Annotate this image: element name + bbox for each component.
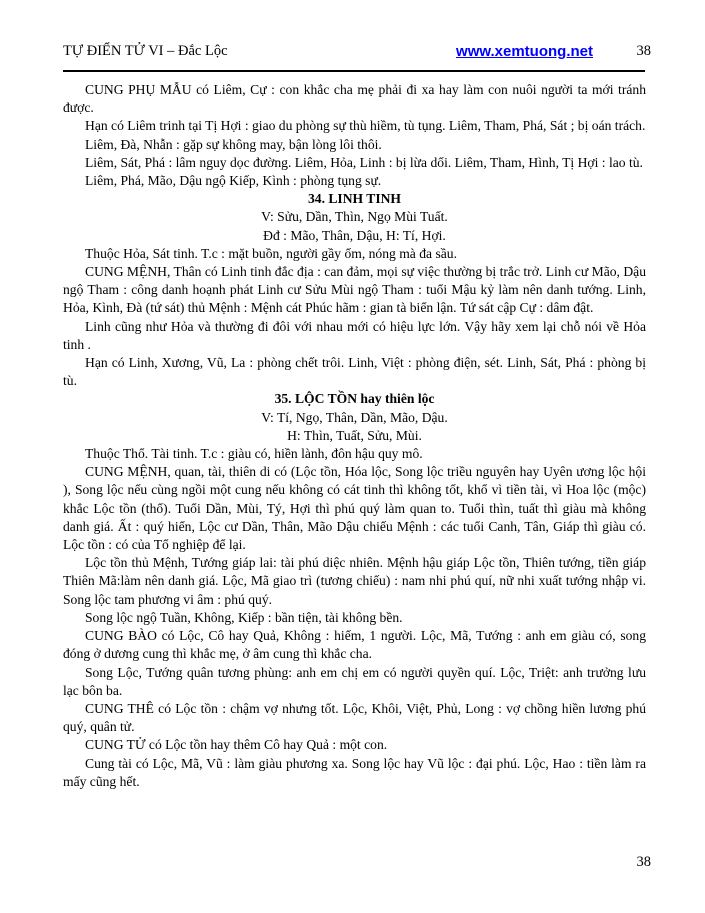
header-page-number: 38 <box>636 43 651 59</box>
paragraph: Lộc tồn thủ Mệnh, Tướng giáp lai: tài phú diệc nhiên. Mệnh hậu giáp Lộc tồn, Thiên tướng, tiền giáp Thiên Mã:làm nên danh giá. Lộc, Mã giao trì (tương chiếu) : nam nhi phú quí, nữ nhi xuất tướng nhập vi. Song lộc tam phương vi âm : phú quý. <box>63 555 646 607</box>
paragraph: Liêm, Đà, Nhẫn : gặp sự không may, bận lòng lôi thôi. <box>85 136 382 152</box>
centered-line: H: Thìn, Tuất, Sửu, Mùi. <box>287 427 422 443</box>
document-body <box>63 81 646 791</box>
paragraph: CUNG MỆNH, quan, tài, thiên di có (Lộc tồn, Hóa lộc, Song lộc triều nguyên hay Uyên ương lộc hội ), Song lộc nếu cùng ngồi một cung nếu không có cát tinh thì không tốt, khổ vì tiền tài, vì Hoa lộc (mộc) khắc Lộc tồn (thổ). Tuổi Dần, Mùi, Tý, Hợi thì phú quý làm quan to. Tuổi thìn, tuất thì giàu mà không danh giá. Ất : quý hiển, Lộc cư Dần, Thân, Mão Dậu chiếu Mệnh : các tuổi Canh, Tân, Giáp thì giàu có. Lộc tồn : có của Tổ nghiệp để lại. <box>63 464 646 553</box>
paragraph: Hạn có Liêm trinh tại Tị Hợi : giao du phòng sự thù hiềm, tù tụng. Liêm, Tham, Phá, Sát ; bị oán trách. <box>85 118 646 134</box>
centered-line: V: Tí, Ngọ, Thân, Dần, Mão, Dậu. <box>261 409 448 425</box>
paragraph: Song lộc ngộ Tuần, Không, Kiếp : bần tiện, tài không bền. <box>85 609 403 625</box>
paragraph: Cung tài có Lộc, Mã, Vũ : làm giàu phương xa. Song lộc hay Vũ lộc : đại phú. Lộc, Hao : tiền làm ra mấy cũng hết. <box>63 755 646 789</box>
paragraph: CUNG PHỤ MẪU có Liêm, Cự : con khắc cha mẹ phải đi xa hay làm con nuôi người ta mới tránh được. <box>63 82 646 116</box>
paragraph: Thuộc Hỏa, Sát tinh. T.c : mặt buồn, người gầy ốm, nóng mà đa sầu. <box>85 245 457 261</box>
paragraph: CUNG BÀO có Lộc, Cô hay Quả, Không : hiếm, 1 người. Lộc, Mã, Tướng : anh em giàu có, song đóng ở dương cung thì khắc mẹ, ở âm cung thì khắc cha. <box>63 628 646 662</box>
paragraph: CUNG TỬ có Lộc tồn hay thêm Cô hay Quả : một con. <box>85 737 388 753</box>
header-url-link[interactable]: www.xemtuong.net <box>456 43 593 60</box>
section-heading: 34. LINH TINH <box>307 191 402 207</box>
paragraph: Liêm, Phá, Mão, Dậu ngộ Kiếp, Kình : phòng tụng sự. <box>85 173 382 189</box>
paragraph: Song Lộc, Tướng quân tương phùng: anh em chị em có người quyền quí. Lộc, Triệt: anh trưởng lưu lạc bôn ba. <box>63 664 646 698</box>
paragraph: CUNG THÊ có Lộc tồn : chậm vợ nhưng tốt. Lộc, Khôi, Việt, Phủ, Long : vợ chồng hiền lương phú quý, quân tử. <box>63 700 646 735</box>
footer-page-number: 38 <box>636 854 651 870</box>
header-divider <box>63 70 645 72</box>
section-heading: 35. LỘC TỒN hay thiên lộc <box>274 391 435 407</box>
centered-line: Đđ : Mão, Thân, Dậu, H: Tí, Hợi. <box>263 227 446 243</box>
paragraph: CUNG MỆNH, Thân có Linh tinh đắc địa : can đảm, mọi sự việc thường bị trắc trở. Linh cư Mão, Dậu ngộ Tham : công danh hoạnh phát Linh cư Sửu Mùi ngộ Tham : tuổi Mậu kỷ làm nên danh tướng. Linh, Hỏa, Kình, Đà (tứ sát) thủ Mệnh : Mệnh cát Phúc hãm : gian tà biển lận. Tứ sát cập Cự : dâm đật. <box>63 264 646 316</box>
paragraph: Linh cũng như Hỏa và thường đi đôi với nhau mới có hiệu lực lớn. Vậy hãy xem lại chỗ nói về Hỏa tinh . <box>63 318 646 352</box>
paragraph: Thuộc Thổ. Tài tinh. T.c : giàu có, hiền lành, đôn hậu quy mô. <box>85 446 423 462</box>
header-title: TỰ ĐIỂN TỬ VI – Đắc Lộc <box>63 43 228 59</box>
paragraph: Liêm, Sát, Phá : lâm nguy dọc đường. Liêm, Hỏa, Linh : bị lừa dối. Liêm, Tham, Hình, Tị Hợi : lao tù. <box>85 154 643 170</box>
centered-line: V: Sửu, Dần, Thìn, Ngọ Mùi Tuất. <box>261 209 448 225</box>
paragraph: Hạn có Linh, Xương, Vũ, La : phòng chết trôi. Linh, Việt : phòng điện, sét. Linh, Sát, Phá : phòng bị tù. <box>63 355 646 389</box>
